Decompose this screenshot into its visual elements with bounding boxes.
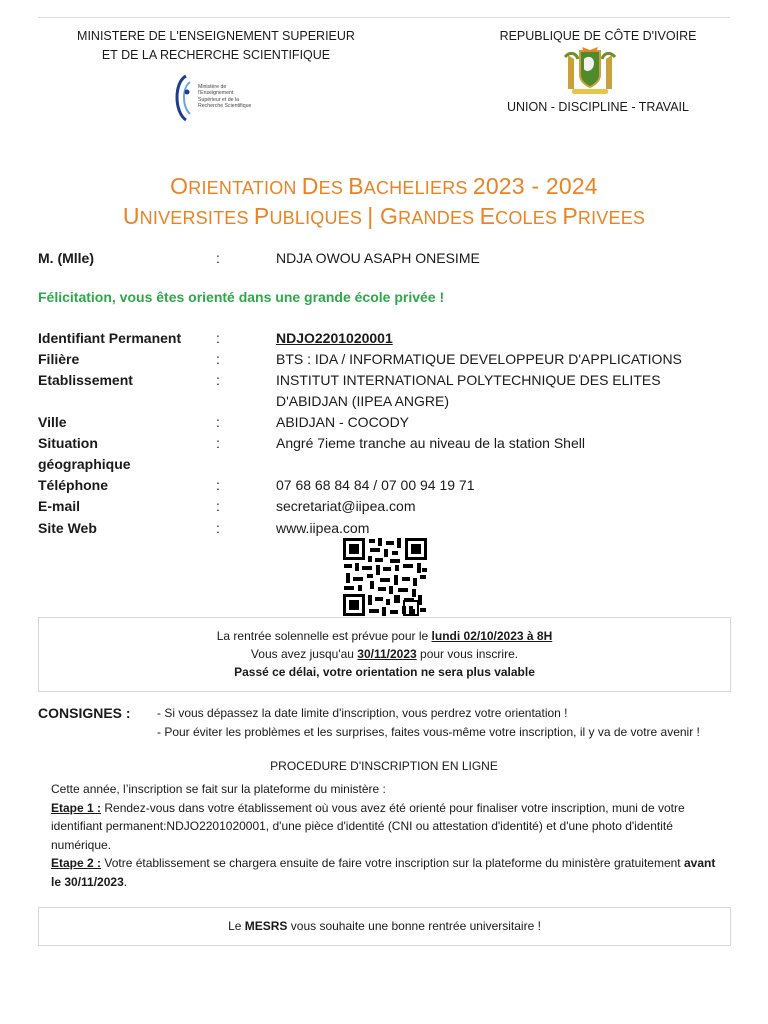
deadline-date: 30/11/2023 bbox=[357, 647, 417, 661]
website-value: www.iipea.com bbox=[276, 520, 370, 536]
situation-label-line-1: Situation bbox=[38, 435, 98, 451]
title-smallcaps: NIVERSITES bbox=[139, 208, 254, 228]
qr-code-icon bbox=[342, 537, 428, 617]
separator: : bbox=[216, 477, 220, 493]
congrats-message: Félicitation, vous êtes orienté dans une grande école privée ! bbox=[38, 289, 445, 305]
procedure-text bbox=[51, 780, 723, 891]
footer-message-box bbox=[38, 907, 731, 946]
telephone-value: 07 68 68 84 84 / 07 00 94 19 71 bbox=[276, 477, 475, 493]
title-smallcaps: RIENTATION bbox=[188, 178, 302, 198]
title-initial: P bbox=[562, 203, 578, 229]
rentree-date: lundi 02/10/2023 à 8H bbox=[431, 629, 553, 643]
deadline-line bbox=[39, 645, 730, 663]
ministry-logo-text-3: Recherche Scientifique bbox=[198, 103, 252, 110]
step-2-text: Votre établissement se chargera ensuite de faire votre inscription sur la plateforme du ministère gratuitement bbox=[101, 856, 684, 870]
student-label: M. (Mlle) bbox=[38, 250, 94, 266]
website-label: Site Web bbox=[38, 520, 97, 536]
separator: : bbox=[216, 372, 220, 388]
title-initial: U bbox=[122, 203, 140, 229]
title-line-2 bbox=[0, 201, 768, 233]
etablissement-value-line-2: D'ABIDJAN (IIPEA ANGRE) bbox=[276, 393, 450, 409]
rentree-line bbox=[39, 627, 730, 645]
id-value: NDJO2201020001 bbox=[276, 330, 393, 346]
filiere-value: BTS : IDA / INFORMATIQUE DEVELOPPEUR D'APPLICATIONS bbox=[276, 351, 682, 367]
title-word bbox=[348, 173, 473, 199]
separator: : bbox=[216, 435, 220, 451]
procedure-step-2 bbox=[51, 854, 723, 891]
procedure-step-1 bbox=[51, 799, 723, 855]
ministry-line-1: MINISTERE DE L'ENSEIGNEMENT SUPERIEUR bbox=[77, 29, 355, 43]
consigne-item: - Si vous dépassez la date limite d'inscription, vous perdrez votre orientation ! bbox=[157, 706, 568, 720]
situation-value: Angré 7ieme tranche au niveau de la station Shell bbox=[276, 435, 585, 451]
footer-prefix: Le bbox=[228, 919, 245, 933]
step-2-label: Etape 2 : bbox=[51, 856, 102, 870]
footer-org: MESRS bbox=[244, 919, 288, 933]
title-year: 2023 - 2024 bbox=[472, 173, 598, 199]
title-initial: B bbox=[348, 173, 364, 199]
title-word bbox=[170, 173, 302, 199]
title-smallcaps: RANDES bbox=[398, 208, 480, 228]
step-2-deadline: avant le 30/11/2023 bbox=[51, 856, 716, 889]
national-motto: UNION - DISCIPLINE - TRAVAIL bbox=[507, 100, 689, 114]
telephone-label: Téléphone bbox=[38, 477, 109, 493]
top-divider bbox=[38, 17, 730, 18]
deadline-suffix: pour vous inscrire. bbox=[416, 647, 519, 661]
deadline-warning: Passé ce délai, votre orientation ne sera plus valable bbox=[234, 665, 535, 679]
title-smallcaps: RIVEES bbox=[577, 208, 646, 228]
ministry-logo-text bbox=[198, 84, 262, 110]
separator: : bbox=[216, 520, 220, 536]
coat-of-arms-icon bbox=[562, 45, 618, 97]
title-initial: D bbox=[301, 173, 319, 199]
email-value: secretariat@iipea.com bbox=[276, 498, 416, 514]
rentree-info-box bbox=[38, 617, 731, 692]
email-label: E-mail bbox=[38, 498, 81, 514]
separator: : bbox=[216, 250, 220, 266]
title-word bbox=[302, 173, 348, 199]
procedure-title: PROCEDURE D'INSCRIPTION EN LIGNE bbox=[270, 759, 498, 773]
filiere-label: Filière bbox=[38, 351, 80, 367]
consignes-list bbox=[157, 704, 717, 741]
title-smallcaps: UBLIQUES bbox=[269, 208, 368, 228]
etablissement-label: Etablissement bbox=[38, 372, 133, 388]
title-smallcaps: ES bbox=[318, 178, 349, 198]
title-initial: E bbox=[479, 203, 496, 229]
title-smallcaps: COLES bbox=[495, 208, 563, 228]
title-initial: O bbox=[170, 173, 189, 199]
footer-suffix: vous souhaite une bonne rentrée universitaire ! bbox=[287, 919, 541, 933]
consignes-label: CONSIGNES : bbox=[38, 705, 131, 721]
ville-label: Ville bbox=[38, 414, 67, 430]
ministry-line-2: ET DE LA RECHERCHE SCIENTIFIQUE bbox=[101, 48, 331, 62]
republic-heading: REPUBLIQUE DE CÔTE D'IVOIRE bbox=[499, 29, 697, 43]
title-initial: | G bbox=[367, 203, 399, 229]
procedure-intro: Cette année, l’inscription se fait sur la plateforme du ministère : bbox=[51, 782, 386, 796]
title-smallcaps: ACHELIERS bbox=[363, 178, 473, 198]
ministry-heading bbox=[60, 27, 372, 65]
step-1-label: Etape 1 : bbox=[51, 800, 102, 815]
deadline-text: Vous avez jusqu'au bbox=[250, 647, 358, 661]
situation-label bbox=[38, 433, 208, 475]
title-line-1 bbox=[0, 171, 768, 203]
student-name: NDJA OWOU ASAPH ONESIME bbox=[276, 250, 480, 266]
ministry-logo bbox=[172, 70, 262, 126]
title-initial: P bbox=[253, 203, 270, 229]
consigne-item: - Pour éviter les problèmes et les surprises, faites vous-même votre inscription, il y va de votre avenir ! bbox=[157, 724, 700, 739]
id-label: Identifiant Permanent bbox=[38, 330, 182, 346]
ministry-emblem-icon bbox=[172, 72, 196, 124]
etablissement-value bbox=[276, 370, 736, 412]
separator: : bbox=[216, 351, 220, 367]
separator: : bbox=[216, 498, 220, 514]
step-1-text: Rendez-vous dans votre établissement où vous avez été orienté pour finaliser votre inscription, muni de votre identifiant permanent:NDJO2201020001, d'une pièce d'identité (CNI ou attestation d'identité) et d'une photo d'identité numérique. bbox=[51, 800, 685, 852]
ministry-logo-text-2: Supérieur et de la bbox=[198, 96, 239, 103]
ville-value: ABIDJAN - COCODY bbox=[276, 414, 410, 430]
step-2-end: . bbox=[123, 874, 128, 889]
separator: : bbox=[216, 330, 220, 346]
situation-label-line-2: géographique bbox=[38, 456, 131, 472]
rentree-text: La rentrée solennelle est prévue pour le bbox=[216, 629, 432, 643]
ministry-logo-text-1: Ministère de l'Enseignement bbox=[198, 84, 234, 97]
separator: : bbox=[216, 414, 220, 430]
etablissement-value-line-1: INSTITUT INTERNATIONAL POLYTECHNIQUE DES ELITES bbox=[276, 372, 661, 388]
